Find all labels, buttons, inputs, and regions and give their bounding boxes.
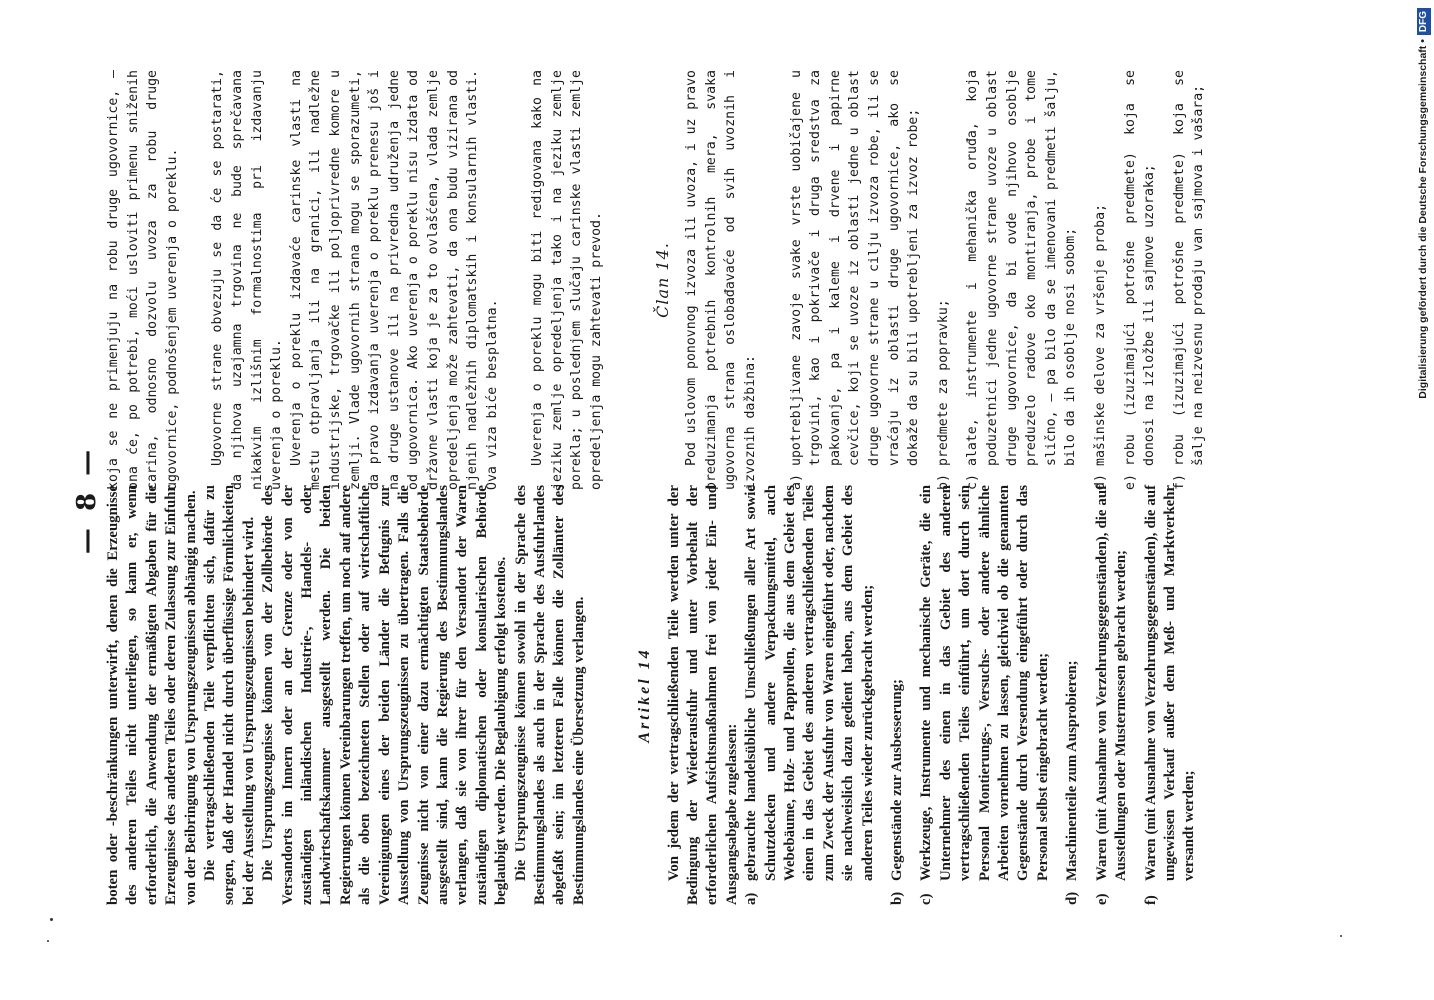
serbian-item [963,70,1081,490]
credit-text: Digitalisierung gefördert durch die Deutsche Forschungsgemeinschaft • [1417,39,1429,399]
item-marker: e) [1122,474,1138,490]
serbian-article-heading: Član 14. [652,242,672,318]
scan-speck [50,918,53,921]
item-marker: b) [889,891,906,905]
german-item [1093,485,1132,905]
german-paragraph: Die Ursprungszeugnisse können sowohl in der Sprache des Bestimmungslandes als auch in der Sprache des Ausfuhrlandes abgefaßt sein; im letzteren Falle können die Zollämter des Bestimmungslandes eine Übersetzung verlangen. [512,485,587,905]
item-marker: d) [1092,474,1108,490]
item-marker: b) [935,474,951,490]
serbian-paragraph: koja se ne primenjuju na robu druge ugovornice, — ona će, po potrebi, moći usloviti primenu sniženih carina, odnosno dozvolu uvoza za robu druge ugovornice, podnošenjem uverenja o poreklu. [106,70,180,490]
item-marker: f) [1171,474,1187,490]
serbian-item [787,70,924,490]
german-item [1063,485,1082,905]
item-text: mašinske delove za vršenje proba; [1092,203,1108,466]
item-marker: f) [1142,895,1159,905]
digitization-credit [1415,8,1431,998]
page-number: — 8 — [72,445,102,555]
item-marker: a) [788,474,804,490]
item-text: Maschinenteile zum Ausprobieren; [1064,660,1081,881]
item-marker: c) [965,474,981,490]
serbian-item-list [787,70,1209,490]
item-marker: e) [1093,893,1110,905]
serbian-article-intro: Pod uslovom ponovnog izvoza ili uvoza, i uz pravo preduzimanja potrebnih kontrolnih mera, svaka ugovorna strana oslobađavaće od svih uvoznih i izvoznih dažbina: [684,70,759,490]
serbian-item [1091,70,1111,490]
dfg-logo: DFG [1417,8,1431,35]
german-paragraph: Die vertragschließenden Teile verpflichten sich, dafür zu sorgen, daß der Handel nicht durch überflüssige Förmlichkeiten bei der Ausstellung von Ursprungszeugnissen behindert wird. [202,485,257,905]
item-text: Gegenstände zur Ausbesserung; [889,679,906,881]
german-item-list [742,485,1200,905]
german-paragraph: boten oder -beschränkungen unterwirft, denen die Erzeugnisse des anderen Teiles nicht unterliegen, so kann er, wenn erforderlich, die Anwendung der ermäßigten Abgaben für die Erzeugnisse des anderen Teiles oder deren Zulassung zur Einfuhr von der Beibringung von Ursprungszeugnissen abhängig machen. [105,485,199,905]
scan-speck [47,940,49,942]
serbian-paragraph: Ugovorne strane obvezuju se da će se postarati, da njihova uzajamna trgovina ne bude sprečavana nikakvim izlišnim formalnostima pri izdavanju uverenja o poreklu. [210,70,285,490]
item-text: robu (izuzimajući potrošne predmete) koja se šalje na neizvesnu prodaju van sajmova i vašara; [1171,70,1207,466]
serbian-column [104,70,1219,490]
german-item [1142,485,1200,905]
item-marker: a) [743,892,760,905]
german-article-heading: Artikel 14 [636,647,654,743]
german-item [742,485,878,905]
serbian-item [1121,70,1160,490]
serbian-paragraph: Uverenja o poreklu mogu biti redigovana kako na jeziku zemlje opredeljenja tako i na jeziku zemlje porekla; u poslednjem slučaju carinske vlasti zemlje opredeljenja mogu zahtevati prevod. [530,70,605,490]
item-text: upotrebljivane zavoje svake vrste uobičajene u trgovini, kao i pokrivače i druga sredstva za pakovanje, pa i kaleme i drvene i papirne cevčice, koji se uvoze iz oblasti jedne u oblast druge ugovorne strane u cilju izvoza robe, ili se vraćaju iz oblasti druge ugovornice, ako se dokaže da su bili upotrebljeni za izvoz robe; [788,70,922,466]
serbian-paragraph: Uverenja o poreklu izdavaće carinske vlasti na mestu otpravljanja ili na granici, ili nadležne industrijske, trgovačke ili poljoprivredne komore u zemlji. Vlade ugovornih strana mogu se sporazumeti, da pravo izdavanja uverenja o poreklu prenesu još i na druge ustanove ili na privredna udruženja jedne od ugovornica. Ako uverenja o poreklu nisu izdata od državne vlasti koja je za to ovlašćena, vlada zemlje opredeljenja može zahtevati, da ona budu vizirana od njenih nadležnih diplomatskih i konsularnih vlasti. Ova viza biće besplatna. [288,70,500,490]
item-text: alate, instrumente i mehanička oruđa, koja poduzetnici jedne ugovorne strane uvoze u oblast druge ugovornice, da bi ovde njihovo osoblje preduzelo radove oko montiranja, probe i tome slično, — pa bilo da se imenovani predmeti šalju, bilo da ih osoblje nosi sobom; [965,70,1079,466]
item-marker: c) [918,893,935,905]
item-text: Werkzeuge, Instrumente und mechanische Geräte, die ein Unternehmer des einen in das Gebiet des anderen vertragschließenden Teiles einführt, um dort durch sein Personal Montierungs-, Versuchs- oder andere ähnliche Arbeiten vornehmen zu lassen, gleichviel ob die genannten Gegenstände durch Versendung eingeführt oder durch das Personal selbst eingebracht werden; [918,485,1051,881]
german-item [888,485,907,905]
item-text: Waren (mit Ausnahme von Verzehrungsgegenständen), die auf Ausstellungen oder Mustermessen gebracht werden; [1093,485,1130,881]
german-column [104,485,1210,905]
item-marker: d) [1064,891,1081,905]
item-text: gebrauchte handelsübliche Umschließungen aller Art sowie Schutzdecken und andere Verpackungsmittel, auch Webebäume, Holz- und Papprollen, die aus dem Gebiet des einen in das Gebiet des anderen vertragschließenden Teiles zum Zweck der Ausfuhr von Waren eingeführt oder, nachdem sie nachweislich dazu gedient haben, aus dem Gebiet des anderen Teiles wieder zurückgebracht werden; [743,485,876,881]
serbian-item [934,70,954,490]
german-article-intro: Von jedem der vertragschließenden Teile werden unter der Bedingung der Wiederausfuhr und unter Vorbehalt der erforderlichen Aufsichtsmaßnahmen frei von jeder Ein- und Ausgangsabgabe zugelassen: [665,485,740,905]
item-text: robu (izuzimajući potrošne predmete) koja se donosi na izložbe ili sajmove uzoraka; [1122,70,1158,466]
item-text: predmete za popravku; [935,299,951,466]
german-item [917,485,1053,905]
item-text: Waren (mit Ausnahme von Verzehrungsgegenständen), die auf ungewissen Verkauf außer dem Meß- und Marktverkehr versandt werden; [1142,485,1198,881]
german-paragraph: Die Ursprungszeugnisse können von der Zollbehörde des Versandorts im Innern oder an der Grenze oder von der zuständigen inländischen Industrie-, Handels- oder Landwirtschaftskammer ausgestellt werden. Die beiden Regierungen können Vereinbarungen treffen, um noch auf andere als die oben bezeichneten Stellen oder auf wirtschaftliche Vereinigungen eines der beiden Länder die Befugnis zur Ausstellung von Ursprungszeugnissen zu übertragen. Falls die Zeugnisse nicht von einer dazu ermächtigten Staatsbehörde ausgestellt sind, kann die Regierung des Bestimmungslandes verlangen, daß sie von ihrer für den Versandort der Waren zuständigen diplomatischen oder konsularischen Behörde beglaubigt werden. Die Beglaubigung erfolgt kostenlos. [260,485,510,905]
serbian-item [1170,70,1209,490]
scan-speck [1340,935,1342,937]
